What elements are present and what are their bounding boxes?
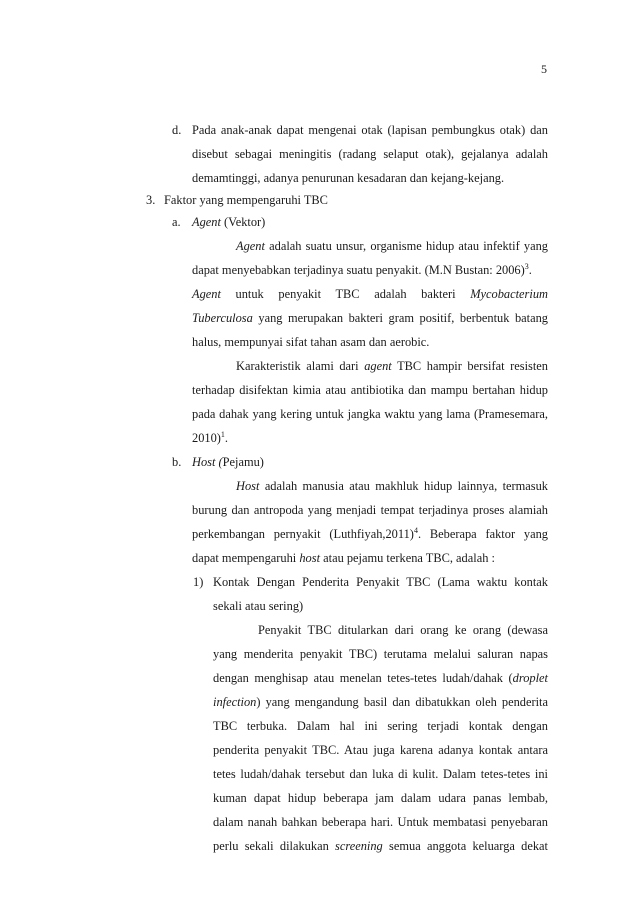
contact-line-9: dalam nanah bahkan beberapa hari. Untuk membatasi penyebaran	[213, 815, 548, 829]
section-3-title: Faktor yang mempengaruhi TBC	[164, 193, 328, 207]
contact-line-6: penderita penyakit TBC. Atau juga karena adanya kontak antara	[213, 743, 548, 757]
contact-line-10-b: semua anggota keluarga dekat	[389, 839, 548, 853]
contact-label: 1)	[193, 575, 204, 589]
host-heading-italic: Host (	[192, 455, 223, 469]
host-p1-line-1	[236, 478, 548, 494]
host-p1-line-4-a: dapat mempengaruhi	[192, 551, 297, 565]
contact-line-10	[213, 838, 548, 854]
agent-p2-line-4-text: 2010)	[192, 431, 221, 445]
contact-line-8: kuman dapat hidup beberapa jam dalam udara panas lembab,	[213, 791, 548, 805]
agent-p2-line-2: terhadap disifektan kimia atau antibiotika dan mampu bertahan hidup	[192, 383, 548, 397]
agent-label: a.	[172, 215, 181, 229]
host-p1-line-4-b: atau pejamu terkena TBC, adalah :	[323, 551, 495, 565]
word-screening: screening	[335, 839, 383, 853]
host-p1-line-3	[192, 526, 548, 542]
host-heading-rest: Pejamu)	[222, 455, 264, 469]
word-bakteri: bakteri	[421, 287, 456, 301]
word-adalah: adalah	[374, 287, 407, 301]
page-number: 5	[541, 62, 547, 76]
item-d-line-1: Pada anak-anak dapat mengenai otak (lapisan pembungkus otak) dan	[192, 123, 548, 137]
agent-p1-line-4	[192, 310, 548, 326]
footnote-ref-4: 4	[413, 525, 418, 535]
word-droplet: droplet	[512, 671, 548, 685]
contact-title-line-2: sekali atau sering)	[213, 599, 304, 613]
agent-p2-line-1	[236, 358, 548, 374]
host-p1-line-4	[192, 550, 495, 566]
footnote-ref-1: 1	[220, 429, 225, 439]
agent-p1-line-4-text: yang merupakan bakteri gram positif, berbentuk batang	[258, 311, 548, 325]
agent-p2-line-1-b: TBC hampir bersifat resisten	[397, 359, 548, 373]
contact-line-4-text: ) yang mengandung basil dan dibatukkan oleh penderita	[256, 695, 548, 709]
contact-line-1: Penyakit TBC ditularkan dari orang ke orang (dewasa	[258, 623, 548, 637]
word-tbc: TBC	[335, 287, 360, 301]
agent-p1-line-1-text: adalah suatu unsur, organisme hidup atau infektif yang	[269, 239, 548, 253]
item-d-line-2: disebut sebagai meningitis (radang selaput otak), gejalanya adalah	[192, 147, 548, 161]
contact-line-3	[213, 670, 548, 686]
host-word: Host	[236, 479, 260, 493]
agent-word-3: agent	[364, 359, 392, 373]
contact-line-10-a: perlu sekali dilakukan	[213, 839, 329, 853]
agent-p2-line-1-a: Karakteristik alami dari	[236, 359, 359, 373]
agent-p1-line-5: halus, mempunyai sifat tahan asam dan aerobic.	[192, 335, 430, 349]
word-infection: infection	[213, 695, 257, 709]
word-mycobacterium: Mycobacterium	[470, 287, 548, 301]
contact-title-line-1: Kontak Dengan Penderita Penyakit TBC (Lama waktu kontak	[213, 575, 548, 589]
host-p1-line-3-text: perkembangan pernyakit (Luthfiyah,2011)	[192, 527, 414, 541]
agent-p2-line-4-end: .	[224, 431, 229, 445]
agent-p1-line-1	[236, 238, 548, 254]
agent-p1-line-2-text: dapat menyebabkan terjadinya suatu penyakit. (M.N Bustan: 2006)	[192, 263, 525, 277]
word-penyakit: penyakit	[278, 287, 322, 301]
word-tuberculosa: Tuberculosa	[192, 311, 253, 325]
host-p1-line-2: burung dan antropoda yang menjadi tempat terjadinya proses alamiah	[192, 503, 548, 517]
agent-p2-line-4	[192, 430, 228, 446]
footnote-ref-3: 3	[524, 261, 529, 271]
agent-p1-line-2	[192, 262, 532, 278]
agent-heading-rest: (Vektor)	[224, 215, 266, 229]
item-d-line-3: demamtinggi, adanya penurunan kesadaran dan kejang-kejang.	[192, 171, 505, 185]
agent-heading	[192, 214, 265, 230]
contact-line-7: tetes ludah/dahak tersebut dan luka di kulit. Dalam tetes-tetes ini	[213, 767, 548, 781]
contact-line-4	[213, 694, 548, 710]
section-3-label: 3.	[146, 193, 156, 207]
host-word-2: host	[299, 551, 321, 565]
agent-p2-line-3: pada dahak yang kering untuk jangka waktu yang lama (Pramesemara,	[192, 407, 548, 421]
contact-line-3-text: dengan menghisap atau menelan tetes-tetes ludah/dahak (	[213, 671, 513, 685]
host-p1-line-1-text: adalah manusia atau makhluk hidup lainnya, termasuk	[264, 479, 548, 493]
contact-line-5: TBC terbuka. Dalam hal ini sering terjadi kontak dengan	[213, 719, 548, 733]
host-label: b.	[172, 455, 182, 469]
word-untuk: untuk	[235, 287, 264, 301]
item-d-label: d.	[172, 123, 182, 137]
agent-p1-line-3	[192, 286, 548, 302]
host-heading	[192, 454, 264, 470]
host-p1-line-3-end: . Beberapa faktor yang	[417, 527, 549, 541]
agent-word-2: Agent	[192, 287, 221, 301]
contact-line-2: yang menderita penyakit TBC) terutama melalui saluran napas	[213, 647, 548, 661]
agent-heading-italic: Agent	[192, 215, 221, 229]
agent-word: Agent	[236, 239, 265, 253]
agent-p1-line-2-end: .	[528, 263, 532, 277]
